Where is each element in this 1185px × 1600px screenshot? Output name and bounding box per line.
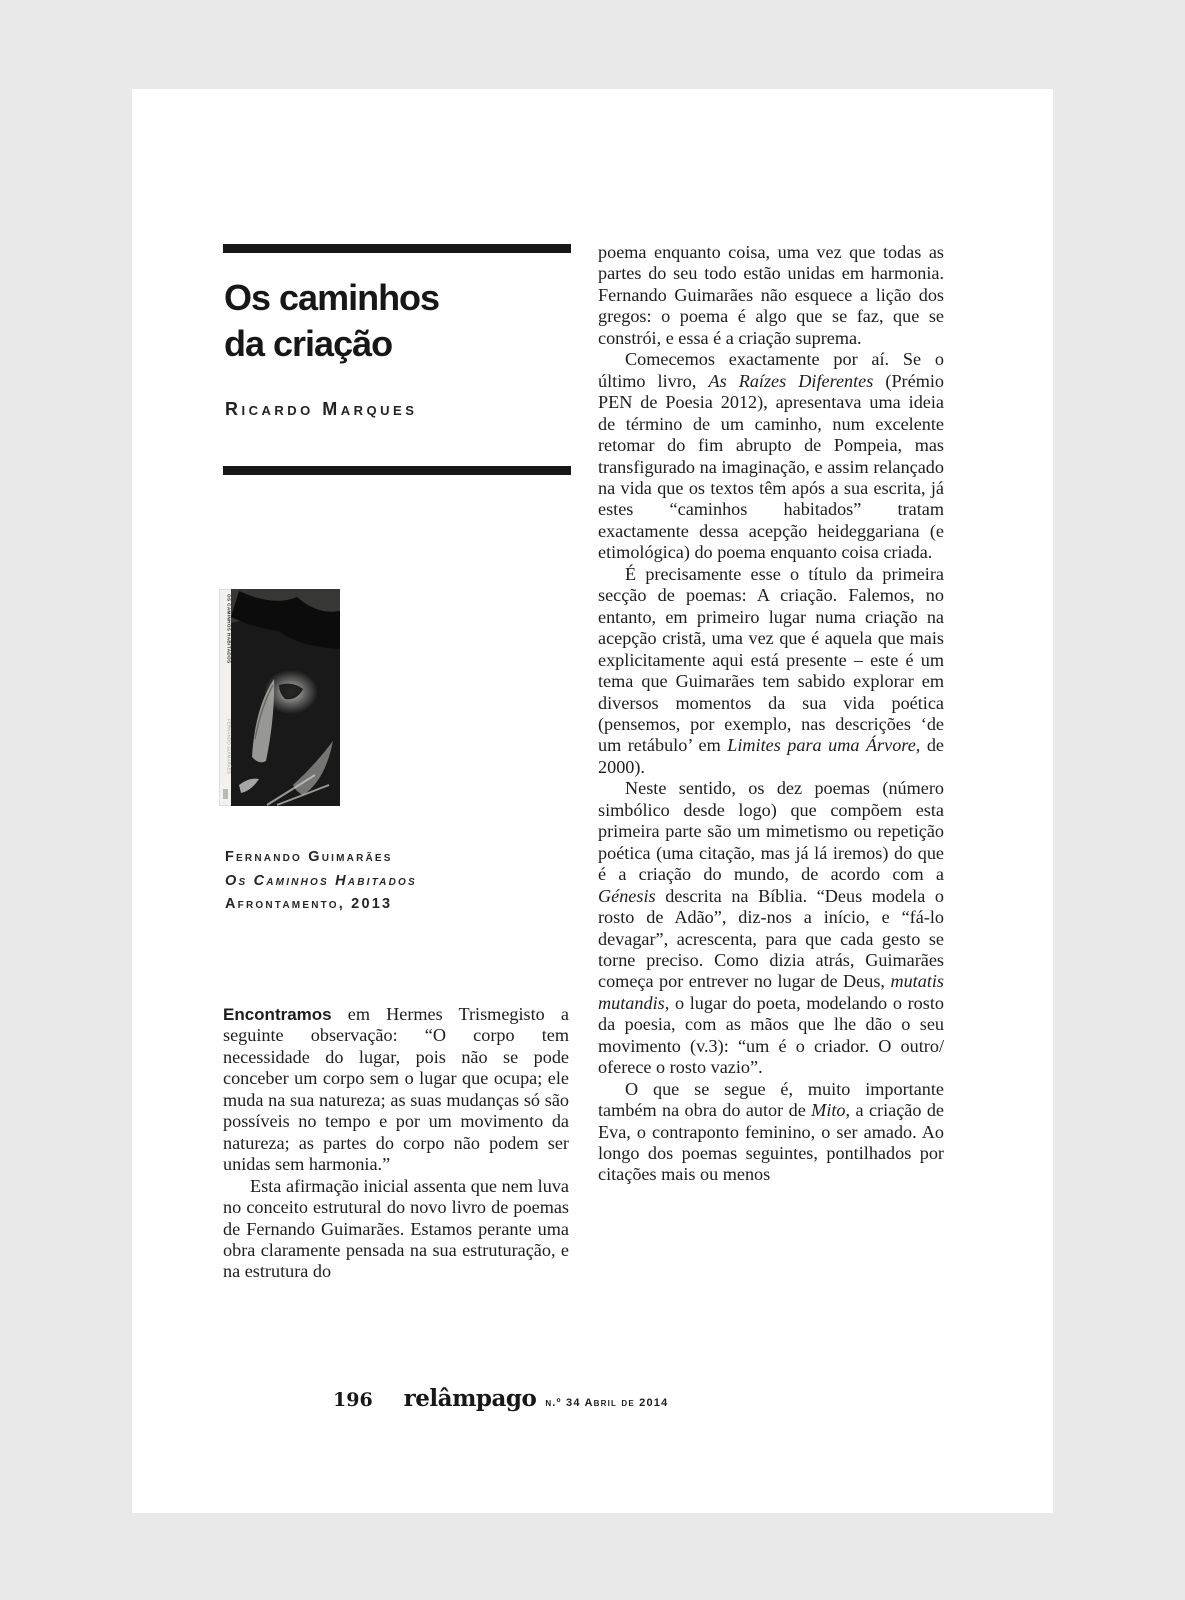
paragraph: Neste sentido, os dez poemas (número simbólico desde logo) que compõem esta primeira parte são um mimetismo ou repetição poética (uma citação, mas já lá iremos) do que é a criação do mundo, de acordo com a Génesis descrita na Bíblia. “Deus modela o rosto de Adão”, diz-nos a início, e “fá-lo devagar”, acrescenta, para que cada gesto se torne preciso. Como dizia atrás, Guimarães começa por entrever no lugar de Deus, mutatis mutandis, o lugar do poeta, modelando o rosto da poesia, com as mãos que lhe dão o seu movimento (v.3): “um é o criador. O outro/ oferece o rosto vazio”. <box>598 778 944 1078</box>
article-author: Ricardo Marques <box>225 399 418 419</box>
caption-title: Os Caminhos Habitados <box>225 872 417 889</box>
page-number: 196 <box>333 1389 373 1411</box>
spine-author-text: FERNANDO GUIMARÃES <box>226 719 232 775</box>
paragraph: Comecemos exactamente por aí. Se o último livro, As Raízes Diferentes (Prémio PEN de Poesia 2012), apresentava uma ideia de término de um caminho, num excelente retomar do fim abrupto de Pompeia, mas transfigurado na imaginação, e assim relançado na vida que os textos têm após a sua escrita, já estes “caminhos habitados” tratam exactamente dessa acepção heideggariana (e etimológica) do poema enquanto coisa criada. <box>598 349 944 563</box>
caption-author: Fernando Guimarães <box>225 849 393 865</box>
spine-publisher-mark <box>223 789 228 799</box>
title-rule-bottom <box>223 466 571 475</box>
book-caption <box>225 846 417 917</box>
paragraph: Esta afirmação inicial assenta que nem luva no conceito estrutural do novo livro de poemas de Fernando Guimarães. Estamos perante uma obra claramente pensada na sua estruturação, e na estrutura do <box>223 1175 569 1282</box>
issue-info: n.º 34 Abril de 2014 <box>545 1397 669 1409</box>
book-cover-image <box>219 589 340 806</box>
footer <box>333 1385 668 1412</box>
paragraph: Encontramos em Hermes Trismegisto a seguinte observação: “O corpo tem necessidade do lugar, pois não se pode conceber um corpo sem o lugar que ocupa; ele muda na sua natureza; as suas mudanças só são possíveis no tempo e por um movimento da natureza; as partes do corpo não podem ser unidas sem harmonia.” <box>223 1004 569 1175</box>
book-cover <box>219 589 340 806</box>
magazine-page <box>132 89 1053 1513</box>
body-column-left <box>223 1004 569 1283</box>
article-title-line2: da criação <box>224 323 393 364</box>
caption-publisher: Afrontamento, 2013 <box>225 896 393 912</box>
journal-logo: relâmpago <box>403 1385 537 1412</box>
article-title <box>224 275 439 367</box>
paragraph: O que se segue é, muito importante também na obra do autor de Mito, a criação de Eva, o contraponto feminino, o ser amado. Ao longo dos poemas seguintes, pontilhados por citações mais ou menos <box>598 1078 944 1185</box>
paragraph: É precisamente esse o título da primeira secção de poemas: A criação. Falemos, no entanto, em primeiro lugar numa criação na acepção cristã, uma vez que é aquela que mais explicitamente aqui está presente – este é um tema que Guimarães tem sabido explorar em diversos momentos da sua vida poética (pensemos, por exemplo, nas descrições ‘de um retábulo’ em Limites para uma Árvore, de 2000). <box>598 563 944 777</box>
body-column-right <box>598 242 944 1186</box>
spine-title-text: OS CAMINHOS HABITADOS <box>226 594 232 664</box>
paragraph: poema enquanto coisa, uma vez que todas as partes do seu todo estão unidas em harmonia. Fernando Guimarães não esquece a lição dos gregos: o poema é algo que se faz, que se constrói, e essa é a criação suprema. <box>598 242 944 348</box>
title-rule-top <box>223 244 571 253</box>
article-title-line1: Os caminhos <box>224 277 440 318</box>
